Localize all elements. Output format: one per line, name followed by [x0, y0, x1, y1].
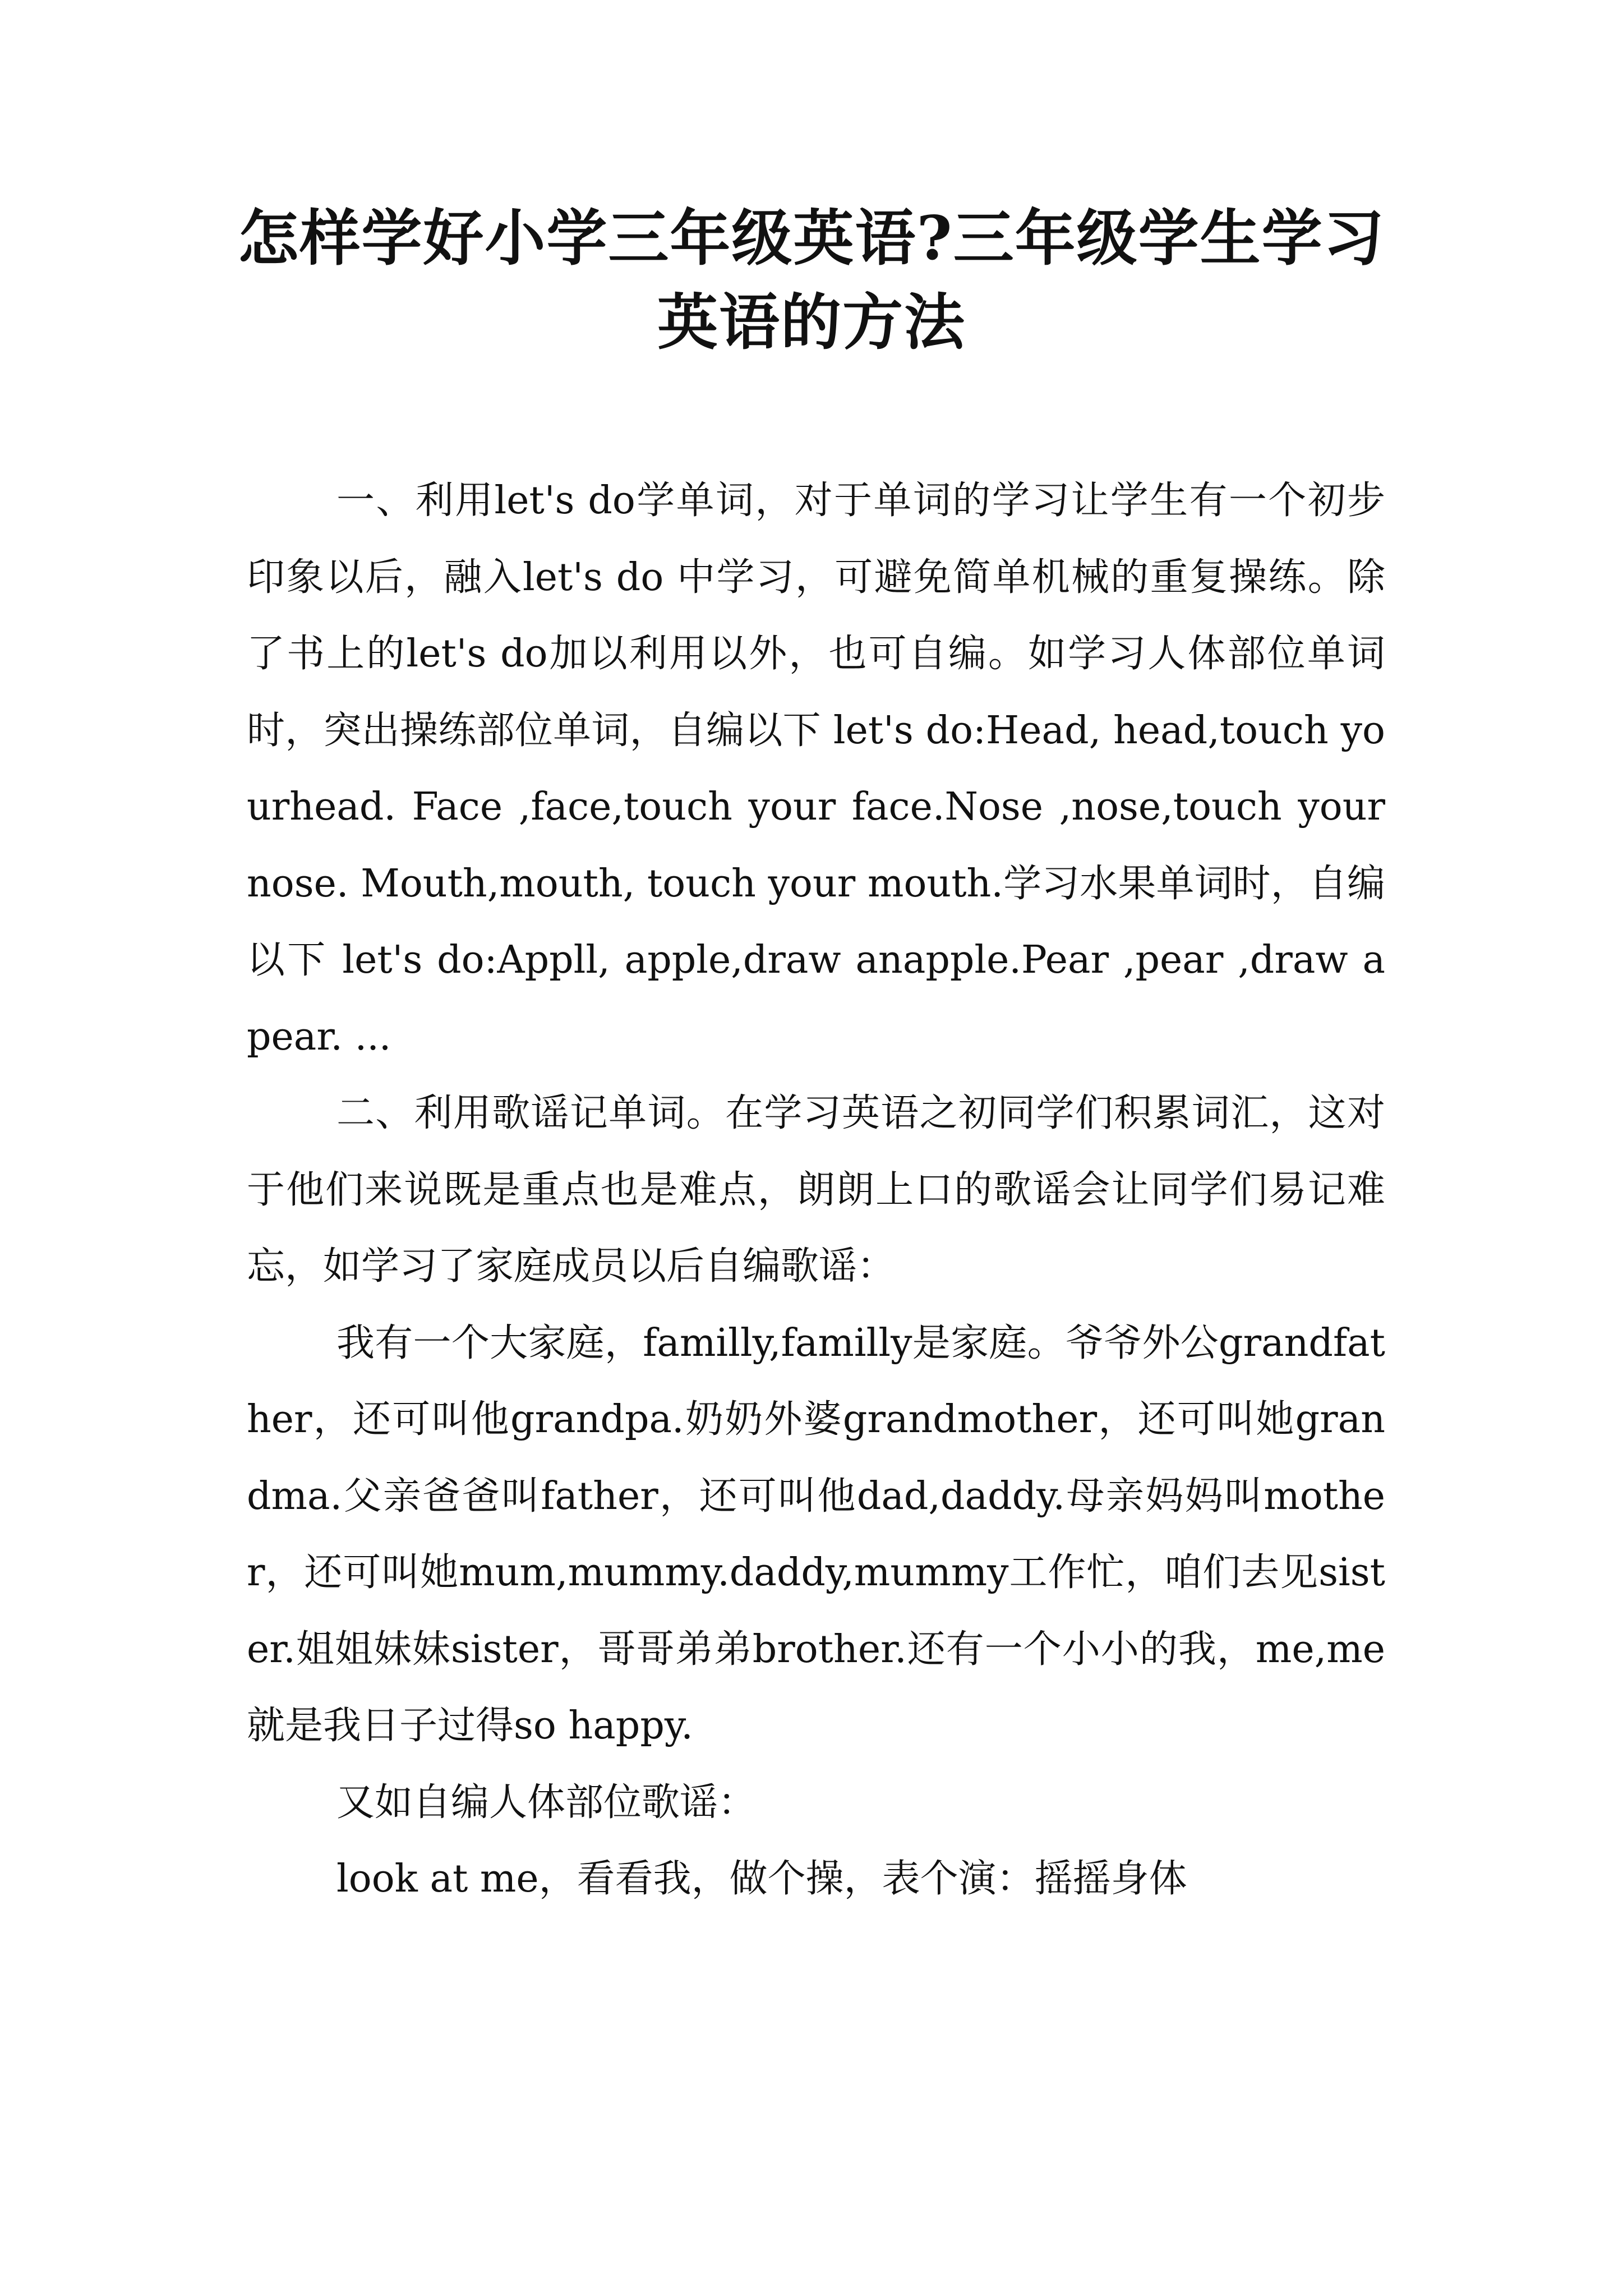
paragraph-look-at-me: look at me，看看我，做个操，表个演：摇摇身体 — [336, 1857, 1187, 1901]
paragraph-body-rhyme-intro: 又如自编人体部位歌谣： — [336, 1780, 757, 1825]
paragraph-lets-do: 一、利用let's do学单词，对于单词的学习让学生有一个初步印象以后，融入let's do 中学习，可避免简单机械的重复操练。除了书上的let's do加以利用以外，也可自编。如学习人体部位单词时，突出操练部位单词，自编以下 let's do:Head, head,touch yourhead. Face ,face,touch your face.Nose ,nose,touch yournose. Mouth,mouth, touch your mouth.学习水果单词时，自编以下 let's do:Appll, apple,draw anapple.Pear ,pear ,draw a pear. ... — [247, 478, 1385, 1059]
paragraph-family-rhyme: 我有一个大家庭，familly,familly是家庭。爷爷外公grandfather，还可叫他grandpa.奶奶外婆grandmother，还可叫她grandma.父亲爸爸叫father，还可叫他dad,daddy.母亲妈妈叫mother，还可叫她mum,mummy.daddy,mummy工作忙，咱们去见sister.姐姐妹妹sister，哥哥弟弟brother.还有一个小小的我，me,me就是我日子过得so happy. — [247, 1320, 1385, 1748]
document-title — [168, 196, 1455, 365]
document-title-line-1: 怎样学好小学三年级英语?三年级学生学习 — [238, 203, 1385, 274]
document-title-line-2: 英语的方法 — [657, 287, 966, 358]
paragraph-rhymes: 二、利用歌谣记单词。在学习英语之初同学们积累词汇，这对于他们来说既是重点也是难点，朗朗上口的歌谣会让同学们易记难忘，如学习了家庭成员以后自编歌谣： — [247, 1091, 1385, 1289]
document-body — [247, 463, 1385, 1918]
